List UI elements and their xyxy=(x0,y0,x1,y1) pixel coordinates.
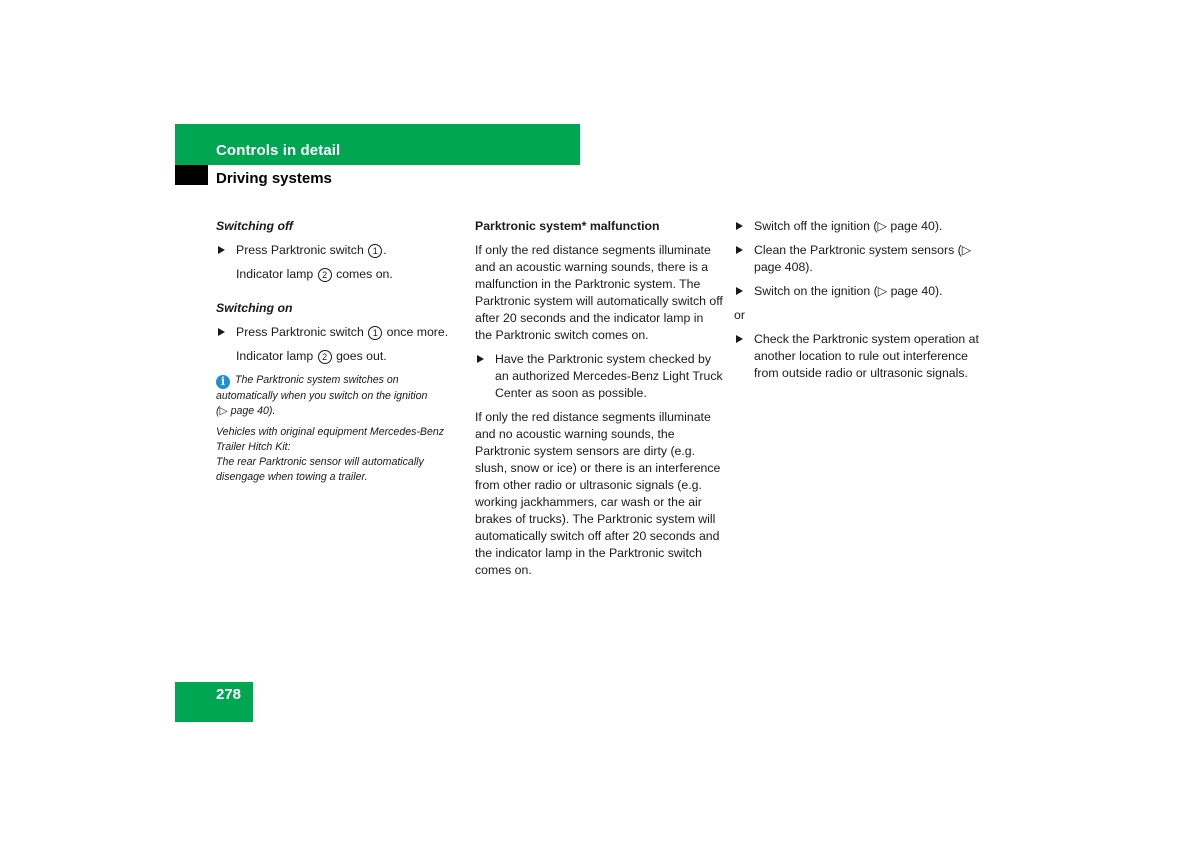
bullet-arrow-icon xyxy=(736,246,743,254)
page-number-box xyxy=(175,682,253,722)
section-title: Controls in detail xyxy=(216,142,341,159)
step-ignition-on xyxy=(734,283,984,300)
switching-on-heading: Switching on xyxy=(216,301,293,315)
callout-number-icon: 2 xyxy=(318,350,332,364)
callout-number-icon: 1 xyxy=(368,326,382,340)
note-line: disengage when towing a trailer. xyxy=(216,471,368,483)
switching-off-step xyxy=(216,242,466,259)
step-text: Press Parktronic switch xyxy=(236,243,368,257)
info-note xyxy=(216,373,466,419)
result-text: Indicator lamp xyxy=(236,349,317,363)
step-text: Switch on the ignition (▷ page 40). xyxy=(754,284,943,298)
result-text-end: comes on. xyxy=(332,267,393,281)
note-text: The Parktronic system switches on xyxy=(235,374,399,386)
note-line: Trailer Hitch Kit: xyxy=(216,441,291,453)
note-line: automatically when you switch on the ignition xyxy=(216,390,428,402)
note-line xyxy=(216,373,466,389)
malfunction-paragraph-2: If only the red distance segments illuminate and no acoustic warning sounds, the Parktronic system sensors are dirty (e.g. slush, snow or ice) or there is an interference from other radio or ultrasonic signals (e.g. working jackhammers, car wash or the air brakes of trucks). The Parktronic system will automatically switch off after 20 seconds and the indicator lamp in the Parktronic switch comes on. xyxy=(475,410,721,577)
note-line: (▷ page 40). xyxy=(216,405,276,417)
bullet-arrow-icon xyxy=(477,355,484,363)
malfunction-step xyxy=(475,351,723,402)
subsection-title: Driving systems xyxy=(216,170,332,187)
bullet-arrow-icon xyxy=(736,335,743,343)
switching-off-heading: Switching off xyxy=(216,219,293,233)
malfunction-paragraph-1: If only the red distance segments illuminate and an acoustic warning sounds, there is a malfunction in the Parktronic system. The Parktronic system will automatically switch off after 20 seconds and the indicator lamp in the Parktronic switch comes on. xyxy=(475,243,723,342)
switching-on-result xyxy=(216,348,466,365)
step-ignition-off xyxy=(734,218,984,235)
step-text-end: once more. xyxy=(383,325,449,339)
column-middle xyxy=(475,218,723,586)
trailer-note xyxy=(216,425,466,485)
callout-number-icon: 1 xyxy=(368,244,382,258)
note-line: The rear Parktronic sensor will automatically xyxy=(216,456,424,468)
info-icon: i xyxy=(216,375,230,389)
step-check-location xyxy=(734,331,984,382)
switching-on-step xyxy=(216,324,466,341)
bullet-arrow-icon xyxy=(736,222,743,230)
result-text-end: goes out. xyxy=(332,349,387,363)
step-text: Clean the Parktronic system sensors (▷ page 408). xyxy=(754,243,972,274)
note-line: Vehicles with original equipment Mercedes-Benz xyxy=(216,426,445,438)
step-text: Have the Parktronic system checked by an authorized Mercedes-Benz Light Truck Center as soon as possible. xyxy=(495,352,723,400)
bullet-arrow-icon xyxy=(218,328,225,336)
bullet-arrow-icon xyxy=(736,287,743,295)
step-text: Press Parktronic switch xyxy=(236,325,368,339)
step-text: Switch off the ignition (▷ page 40). xyxy=(754,219,943,233)
switching-off-result xyxy=(216,266,466,283)
or-separator: or xyxy=(734,308,745,322)
step-clean-sensors xyxy=(734,242,984,276)
result-text: Indicator lamp xyxy=(236,267,317,281)
callout-number-icon: 2 xyxy=(318,268,332,282)
malfunction-heading: Parktronic system* malfunction xyxy=(475,219,660,233)
subsection-marker xyxy=(175,165,208,185)
column-right xyxy=(734,218,984,389)
page-number: 278 xyxy=(216,686,242,703)
step-text-end: . xyxy=(383,243,387,257)
column-left xyxy=(216,218,466,491)
bullet-arrow-icon xyxy=(218,246,225,254)
step-text: Check the Parktronic system operation at another location to rule out interference from outside radio or ultrasonic signals. xyxy=(754,332,979,380)
